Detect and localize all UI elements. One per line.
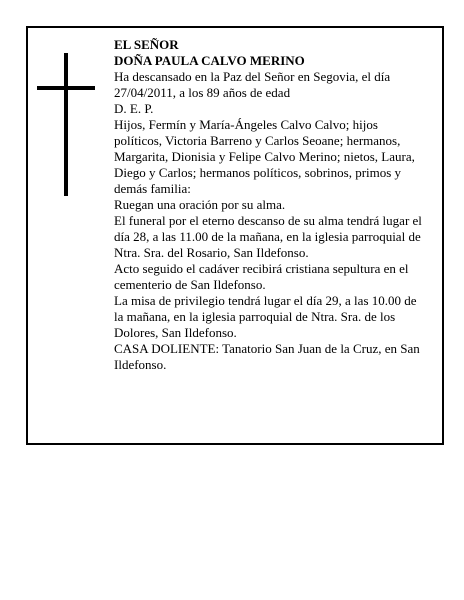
mourning-house: CASA DOLIENTE: Tanatorio San Juan de la Cruz, en San Ildefonso. xyxy=(114,341,420,372)
prayer-request: Ruegan una oración por su alma. xyxy=(114,197,286,212)
obituary-title: EL SEÑOR xyxy=(114,37,179,52)
family-list: Hijos, Fermín y María-Ángeles Calvo Calvo; hijos políticos, Victoria Barreno y Carlos Seoane; hermanos, Margarita, Dionisia y Felipe Calvo Merino; nietos, Laura, Diego y Carlos; hermanos políticos, sobrinos, primos y demás familia: xyxy=(114,117,415,196)
death-statement: Ha descansado en la Paz del Señor en Segovia, el día 27/04/2011, a los 89 años de edad xyxy=(114,69,391,100)
funeral-details: El funeral por el eterno descanso de su alma tendrá lugar el día 28, a las 11.00 de la mañana, en la iglesia parroquial de Ntra. Sra. del Rosario, San Ildefonso. xyxy=(114,213,422,260)
rip-abbreviation: D. E. P. xyxy=(114,101,154,116)
burial-details: Acto seguido el cadáver recibirá cristiana sepultura en el cementerio de San Ildefonso. xyxy=(114,261,409,292)
mass-details: La misa de privilegio tendrá lugar el día 29, a las 10.00 de la mañana, en la iglesia parroquial de Ntra. Sra. de los Dolores, San Ildefonso. xyxy=(114,293,417,340)
cross-icon-vertical xyxy=(64,53,68,196)
cross-icon-horizontal xyxy=(37,86,95,90)
deceased-name: DOÑA PAULA CALVO MERINO xyxy=(114,53,305,68)
obituary-text xyxy=(114,37,424,373)
